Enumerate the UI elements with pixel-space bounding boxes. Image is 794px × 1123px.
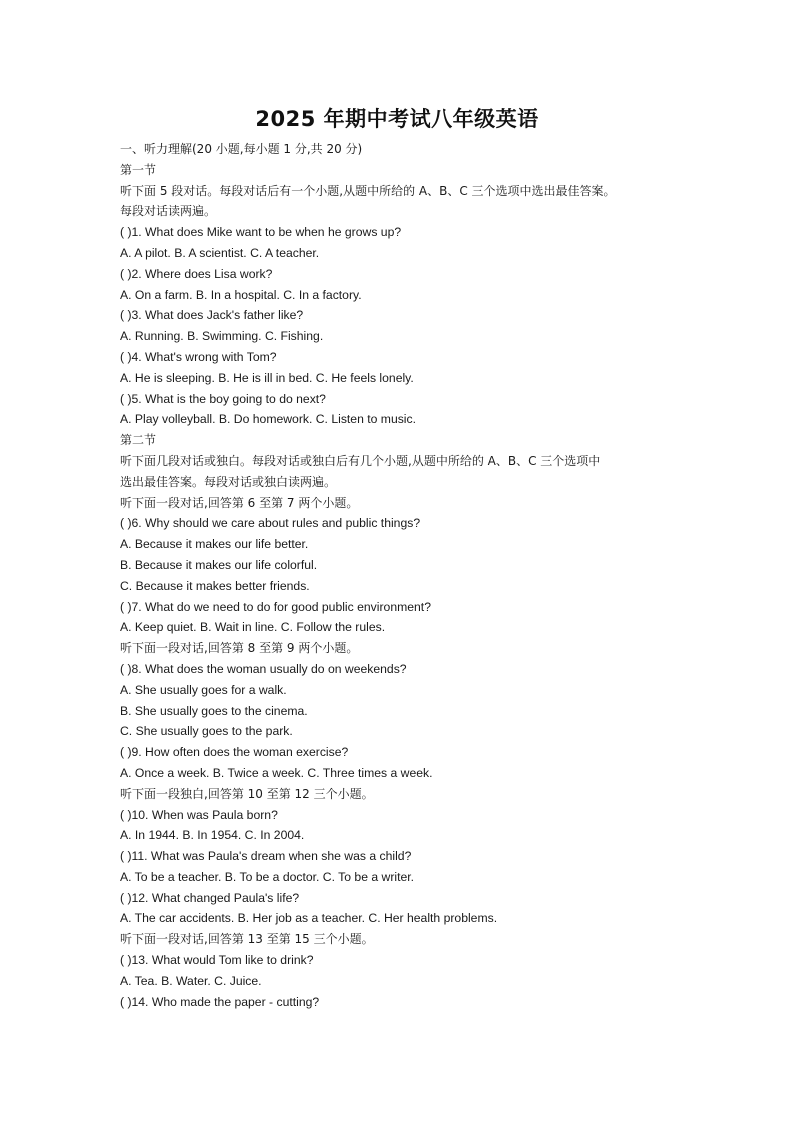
- question-line: ( )14. Who made the paper - cutting?: [120, 994, 320, 1009]
- answer-options-line: B. She usually goes to the cinema.: [120, 703, 308, 718]
- answer-options-line: A. She usually goes for a walk.: [120, 682, 287, 697]
- answer-options-line: A. In 1944. B. In 1954. C. In 2004.: [120, 828, 305, 843]
- instruction-line: 每段对话读两遍。: [120, 204, 217, 219]
- question-line: ( )8. What does the woman usually do on weekends?: [120, 661, 407, 676]
- answer-options-line: A. He is sleeping. B. He is ill in bed. C. He feels lonely.: [120, 370, 414, 385]
- instruction-line: 听下面几段对话或独白。每段对话或独白后有几个小题,从题中所给的 A、B、C 三个选项中: [120, 453, 601, 468]
- instruction-line: 听下面一段对话,回答第 6 至第 7 两个小题。: [120, 495, 359, 510]
- question-line: ( )5. What is the boy going to do next?: [120, 391, 326, 406]
- section-heading: 第二节: [120, 433, 157, 448]
- question-line: ( )12. What changed Paula's life?: [120, 890, 300, 905]
- answer-options-line: A. To be a teacher. B. To be a doctor. C. To be a writer.: [120, 869, 415, 884]
- question-line: ( )6. Why should we care about rules and public things?: [120, 516, 421, 531]
- document-body: [120, 139, 720, 1012]
- section-heading: 第一节: [120, 162, 157, 177]
- answer-options-line: C. Because it makes better friends.: [120, 578, 310, 593]
- answer-options-line: C. She usually goes to the park.: [120, 724, 293, 739]
- page-title: 2025 年期中考试八年级英语: [255, 107, 539, 131]
- answer-options-line: A. A pilot. B. A scientist. C. A teacher.: [120, 245, 320, 260]
- answer-options-line: B. Because it makes our life colorful.: [120, 557, 318, 572]
- question-line: ( )9. How often does the woman exercise?: [120, 745, 349, 760]
- question-line: ( )4. What's wrong with Tom?: [120, 349, 277, 364]
- answer-options-line: A. Play volleyball. B. Do homework. C. Listen to music.: [120, 412, 416, 427]
- answer-options-line: A. Because it makes our life better.: [120, 537, 309, 552]
- instruction-line: 选出最佳答案。每段对话或独白读两遍。: [120, 474, 337, 489]
- question-line: ( )2. Where does Lisa work?: [120, 266, 273, 281]
- question-line: ( )1. What does Mike want to be when he grows up?: [120, 225, 402, 240]
- part-heading: 一、听力理解(20 小题,每小题 1 分,共 20 分): [120, 142, 363, 156]
- answer-options-line: A. On a farm. B. In a hospital. C. In a factory.: [120, 287, 362, 302]
- question-line: ( )7. What do we need to do for good public environment?: [120, 599, 431, 614]
- answer-options-line: A. The car accidents. B. Her job as a teacher. C. Her health problems.: [120, 911, 498, 926]
- instruction-line: 听下面一段对话,回答第 13 至第 15 三个小题。: [120, 932, 374, 947]
- question-line: ( )11. What was Paula's dream when she was a child?: [120, 849, 412, 864]
- answer-options-line: A. Keep quiet. B. Wait in line. C. Follow the rules.: [120, 620, 386, 635]
- instruction-line: 听下面一段对话,回答第 8 至第 9 两个小题。: [120, 641, 359, 656]
- answer-options-line: A. Tea. B. Water. C. Juice.: [120, 973, 262, 988]
- answer-options-line: A. Once a week. B. Twice a week. C. Three times a week.: [120, 765, 433, 780]
- question-line: ( )3. What does Jack's father like?: [120, 308, 304, 323]
- question-line: ( )10. When was Paula born?: [120, 807, 278, 822]
- answer-options-line: A. Running. B. Swimming. C. Fishing.: [120, 329, 324, 344]
- instruction-line: 听下面一段独白,回答第 10 至第 12 三个小题。: [120, 786, 374, 801]
- instruction-line: 听下面 5 段对话。每段对话后有一个小题,从题中所给的 A、B、C 三个选项中选出最佳答案。: [120, 183, 616, 198]
- question-line: ( )13. What would Tom like to drink?: [120, 953, 314, 968]
